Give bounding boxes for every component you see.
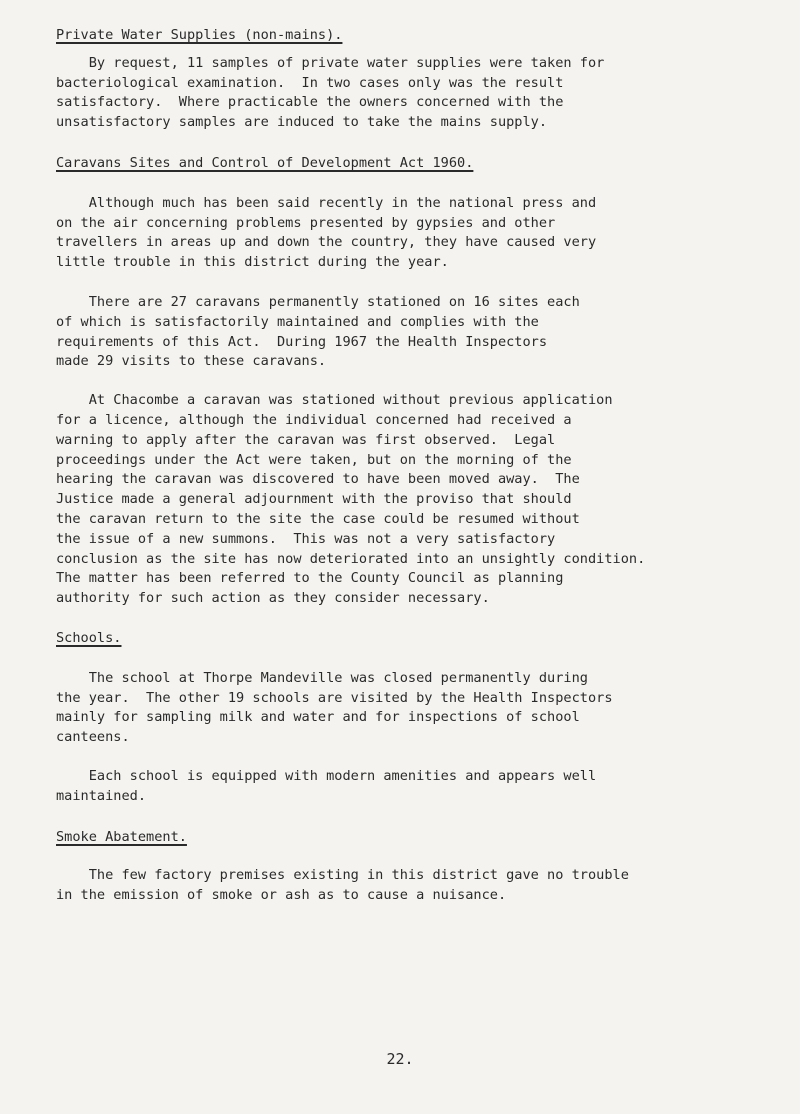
heading-schools: Schools. xyxy=(56,629,122,646)
document-page xyxy=(56,26,796,906)
heading-caravans-sites-act: Caravans Sites and Control of Development Act 1960. xyxy=(56,154,474,171)
paragraph-schools-amenities: Each school is equipped with modern amenities and appears well maintained. xyxy=(56,767,597,804)
paragraph-caravans-sites-count: There are 27 caravans permanently stationed on 16 sites each of which is satisfactorily maintained and complies with the requirements of this Act. During 1967 the Health Inspectors made 29 visits to these caravans. xyxy=(56,293,580,370)
paragraph-smoke-factory-premises: The few factory premises existing in this district gave no trouble in the emission of smoke or ash as to cause a nuisance. xyxy=(56,867,629,904)
heading-private-water-supplies: Private Water Supplies (non-mains). xyxy=(56,27,343,43)
paragraph-caravans-chacombe: At Chacombe a caravan was stationed without previous application for a licence, although the individual concerned had received a warning to apply after the caravan was first observed. Legal proceedings under the Act were taken, but on the morning of the hearing the caravan was discovered to have been moved away. The Justice made a general adjournment with the proviso that should the caravan return to the site the case could be resumed without the issue of a new summons. This was not a very satisfactory conclusion as the site has now deteriorated into an unsightly condition. The matter has been referred to the County Council as planning authority for such action as they consider necessary. xyxy=(56,392,646,607)
page-number: 22. xyxy=(386,1050,414,1068)
paragraph-caravans-gypsies: Although much has been said recently in the national press and on the air concerning problems presented by gypsies and other travellers in areas up and down the country, they have caused very little trouble in this district during the year. xyxy=(56,194,597,271)
paragraph-schools-thorpe-mandeville: The school at Thorpe Mandeville was closed permanently during the year. The other 19 schools are visited by the Health Inspectors mainly for sampling milk and water and for inspections of school canteens. xyxy=(56,669,613,746)
paragraph-private-water-samples: By request, 11 samples of private water supplies were taken for bacteriological examination. In two cases only was the result satisfactory. Where practicable the owners concerned with the unsatisfactory samples are induced to take the mains supply. xyxy=(56,54,605,131)
heading-smoke-abatement: Smoke Abatement. xyxy=(56,828,187,845)
